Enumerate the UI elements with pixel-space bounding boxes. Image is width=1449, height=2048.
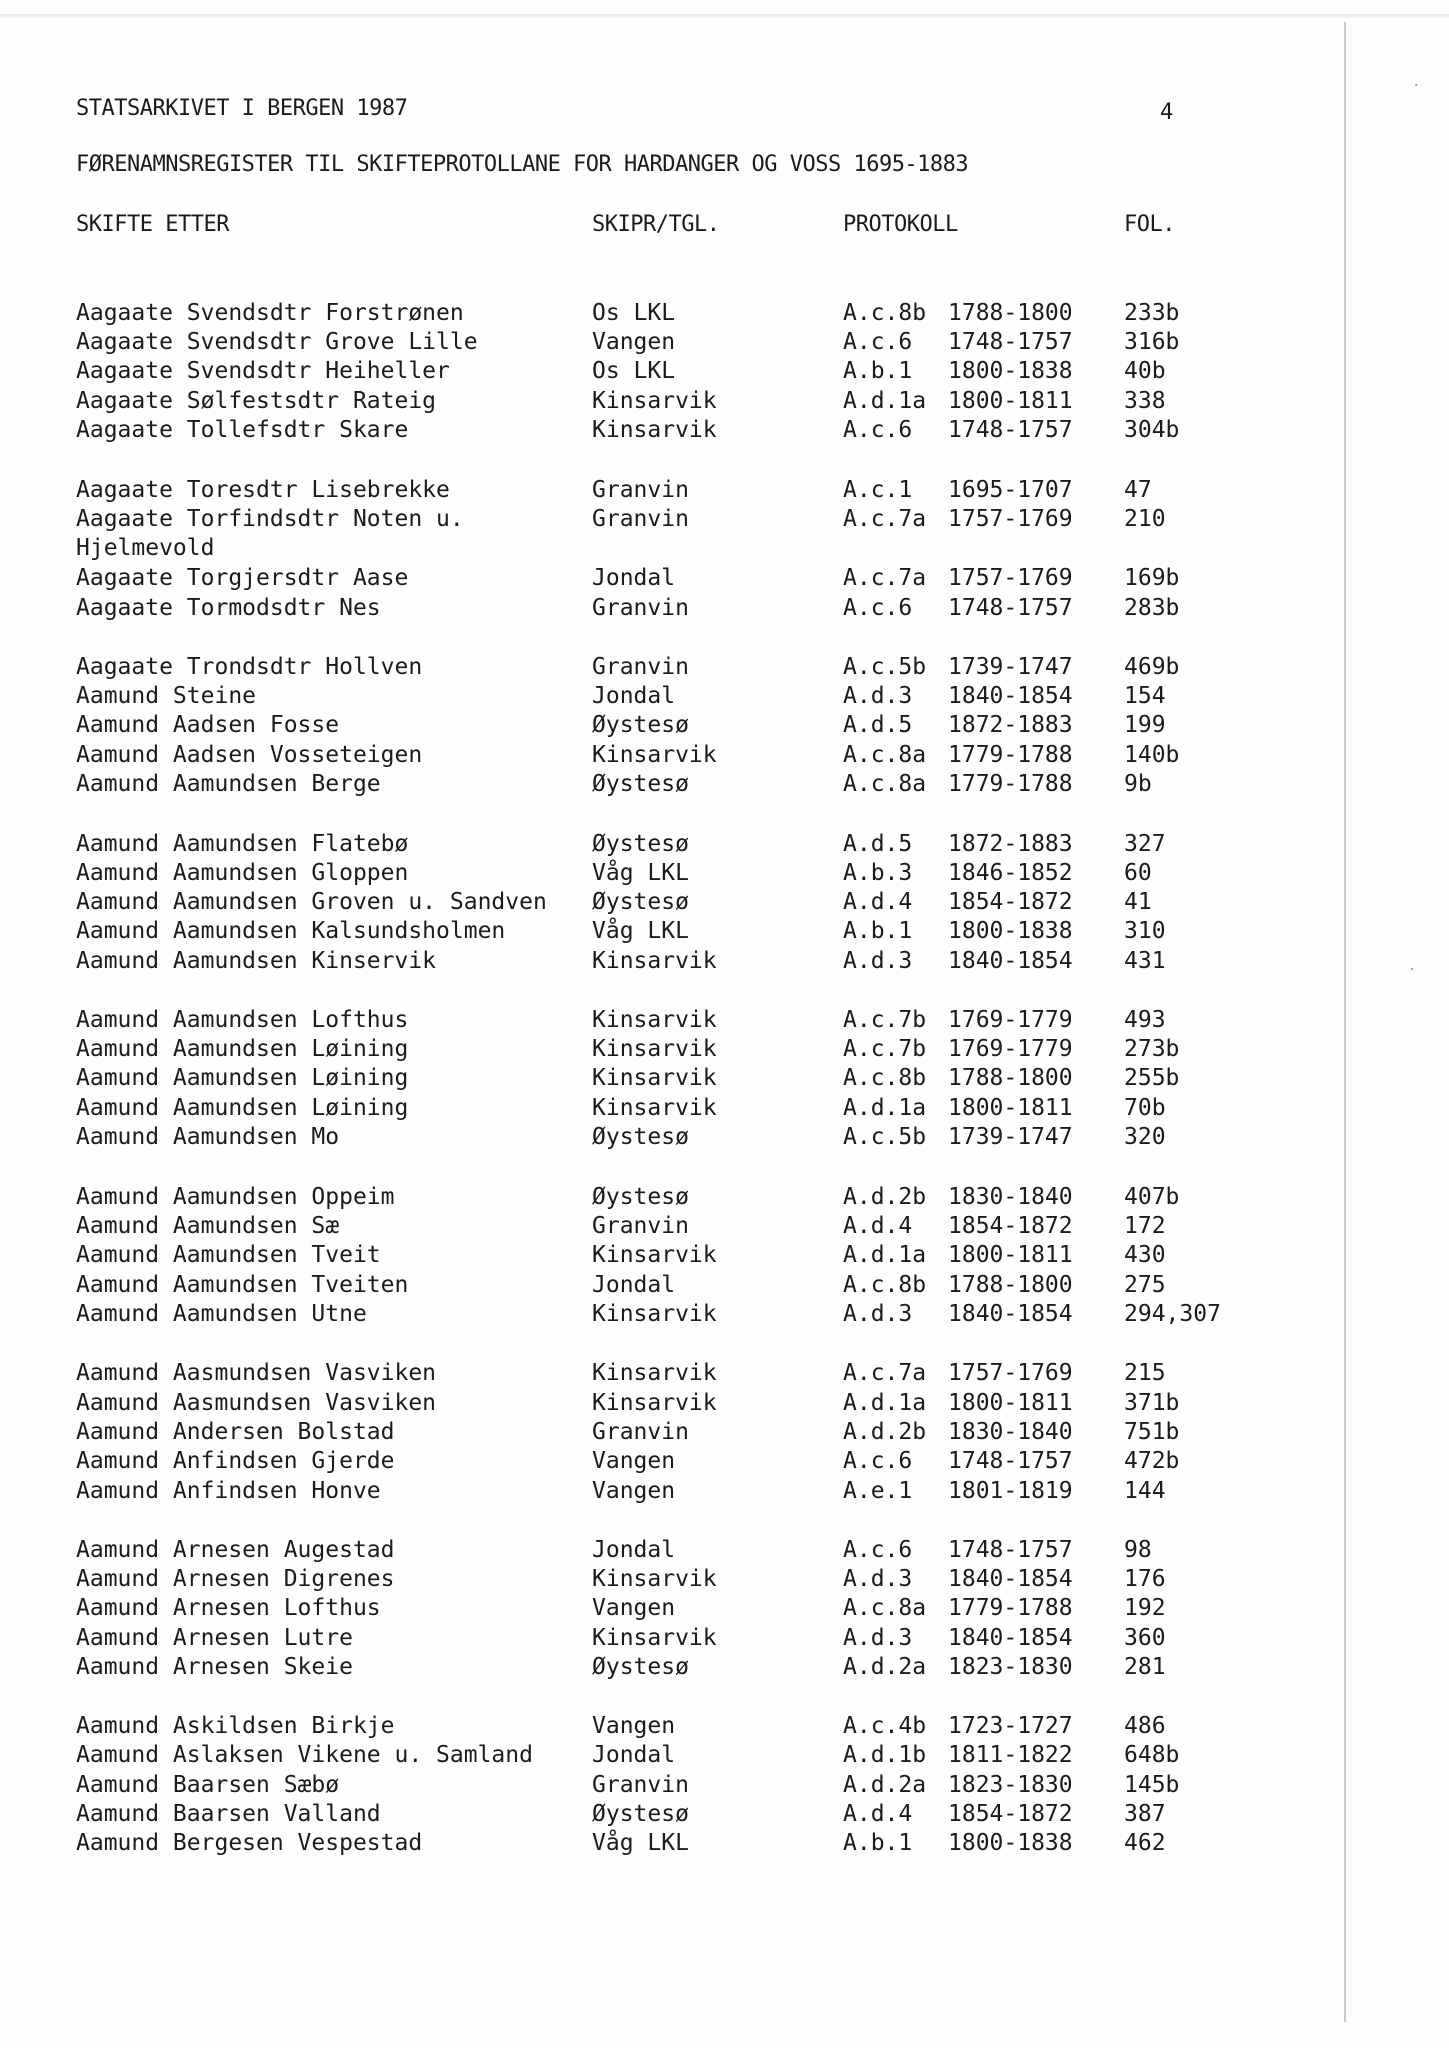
entry-years: 1779-1788 (948, 1595, 1073, 1621)
entry-name: Aamund Aasmundsen Vasviken (76, 1390, 437, 1416)
entry-protocol: A.c.7b (843, 1036, 927, 1062)
entry-name: Aamund Aadsen Vosseteigen (76, 742, 423, 768)
entry-years: 1769-1779 (948, 1007, 1073, 1033)
column-header-protocol: PROTOKOLL (843, 212, 958, 237)
register-row (0, 563, 1300, 593)
entry-name: Aamund Steine (76, 683, 257, 709)
entry-folio: 172 (1124, 1213, 1166, 1239)
entry-folio: 310 (1124, 918, 1166, 944)
column-header-deceased: SKIFTE ETTER (76, 212, 229, 237)
entry-years: 1846-1852 (948, 860, 1073, 886)
entry-protocol: A.d.3 (843, 948, 913, 974)
entry-name: Aamund Bergesen Vespestad (76, 1830, 423, 1856)
entry-court: Kinsarvik (592, 1360, 717, 1386)
entry-folio: 169b (1124, 565, 1180, 591)
entry-folio: 486 (1124, 1713, 1166, 1739)
entry-folio: 304b (1124, 417, 1180, 443)
entry-court: Øystesø (592, 1124, 689, 1150)
entry-years: 1840-1854 (948, 1625, 1073, 1651)
entry-court: Kinsarvik (592, 1095, 717, 1121)
register-row (0, 1182, 1300, 1212)
entry-protocol: A.b.3 (843, 860, 913, 886)
entry-name: Aamund Aamundsen Tveit (76, 1242, 381, 1268)
entry-court: Kinsarvik (592, 1625, 717, 1651)
entry-years: 1748-1757 (948, 595, 1073, 621)
register-row (0, 740, 1300, 770)
entry-protocol: A.d.5 (843, 712, 913, 738)
entry-years: 1800-1838 (948, 358, 1073, 384)
entry-court: Øystesø (592, 1801, 689, 1827)
entry-name: Aagaate Svendsdtr Forstrønen (76, 300, 464, 326)
entry-protocol: A.d.2a (843, 1654, 927, 1680)
register-row (0, 1388, 1300, 1418)
entry-name: Aagaate Toresdtr Lisebrekke (76, 477, 450, 503)
register-row (0, 710, 1300, 740)
entry-protocol: A.c.6 (843, 1537, 913, 1563)
entry-protocol: A.b.1 (843, 358, 913, 384)
entry-folio: 192 (1124, 1595, 1166, 1621)
entry-court: Vangen (592, 1448, 676, 1474)
register-row (0, 1093, 1300, 1123)
scan-speck: · (1408, 962, 1417, 978)
entry-protocol: A.c.6 (843, 417, 913, 443)
entry-years: 1788-1800 (948, 1272, 1073, 1298)
entry-name: Aagaate Torfindsdtr Noten u. (76, 506, 464, 532)
entry-court: Granvin (592, 595, 689, 621)
entry-court: Kinsarvik (592, 1036, 717, 1062)
register-row (0, 1770, 1300, 1800)
entry-years: 1757-1769 (948, 506, 1073, 532)
entry-years: 1830-1840 (948, 1419, 1073, 1445)
entry-name: Aagaate Svendsdtr Heiheller (76, 358, 450, 384)
entry-court: Øystesø (592, 1184, 689, 1210)
entry-name: Aamund Andersen Bolstad (76, 1419, 395, 1445)
register-row (0, 1711, 1300, 1741)
entry-court: Jondal (592, 1537, 676, 1563)
entry-folio: 154 (1124, 683, 1166, 709)
register-row (0, 858, 1300, 888)
register-row (0, 1476, 1300, 1506)
entry-years: 1800-1811 (948, 1095, 1073, 1121)
entry-name: Aamund Arnesen Digrenes (76, 1566, 395, 1592)
register-row (0, 1593, 1300, 1623)
archive-header: STATSARKIVET I BERGEN 1987 (76, 96, 408, 121)
entry-court: Øystesø (592, 889, 689, 915)
register-row (0, 504, 1300, 534)
entry-folio: 320 (1124, 1124, 1166, 1150)
register-row (0, 1417, 1300, 1447)
register-row (0, 356, 1300, 386)
entry-name: Aamund Aamundsen Mo (76, 1124, 340, 1150)
entry-name: Aamund Aamundsen Lofthus (76, 1007, 409, 1033)
entry-years: 1830-1840 (948, 1184, 1073, 1210)
register-row (0, 1564, 1300, 1594)
page-title: FØRENAMNSREGISTER TIL SKIFTEPROTOLLANE FOR HARDANGER OG VOSS 1695-1883 (76, 152, 969, 177)
entry-court: Granvin (592, 1419, 689, 1445)
entry-folio: 41 (1124, 889, 1152, 915)
entry-folio: 176 (1124, 1566, 1166, 1592)
entry-years: 1840-1854 (948, 1301, 1073, 1327)
entry-name: Aamund Aamundsen Løining (76, 1036, 409, 1062)
entry-court: Granvin (592, 1213, 689, 1239)
entry-folio: 9b (1124, 771, 1152, 797)
entry-court: Våg LKL (592, 860, 689, 886)
entry-name: Aamund Aamundsen Utne (76, 1301, 367, 1327)
entry-protocol: A.c.8b (843, 300, 927, 326)
entry-years: 1840-1854 (948, 683, 1073, 709)
entry-folio: 430 (1124, 1242, 1166, 1268)
entry-years: 1854-1872 (948, 1801, 1073, 1827)
entry-protocol: A.c.6 (843, 329, 913, 355)
entry-years: 1872-1883 (948, 831, 1073, 857)
register-row (0, 386, 1300, 416)
entry-years: 1800-1811 (948, 1390, 1073, 1416)
entry-years: 1779-1788 (948, 771, 1073, 797)
entry-years: 1769-1779 (948, 1036, 1073, 1062)
entry-name: Aamund Aamundsen Berge (76, 771, 381, 797)
entry-court: Jondal (592, 683, 676, 709)
entry-name: Aagaate Trondsdtr Hollven (76, 654, 423, 680)
entry-protocol: A.c.5b (843, 1124, 927, 1150)
entry-folio: 98 (1124, 1537, 1152, 1563)
entry-name: Aamund Aamundsen Gloppen (76, 860, 409, 886)
register-row (0, 946, 1300, 976)
entry-years: 1823-1830 (948, 1772, 1073, 1798)
register-row (0, 1005, 1300, 1035)
entry-folio: 751b (1124, 1419, 1180, 1445)
entry-court: Øystesø (592, 712, 689, 738)
entry-protocol: A.b.1 (843, 918, 913, 944)
entry-protocol: A.d.3 (843, 1625, 913, 1651)
entry-name: Aamund Aamundsen Oppeim (76, 1184, 395, 1210)
register-row (0, 1535, 1300, 1565)
entry-name: Aamund Aamundsen Løining (76, 1065, 409, 1091)
register-row (0, 769, 1300, 799)
entry-protocol: A.c.1 (843, 477, 913, 503)
entry-years: 1788-1800 (948, 300, 1073, 326)
entry-name: Aamund Aadsen Fosse (76, 712, 340, 738)
scan-speck: · (1412, 78, 1421, 94)
entry-folio: 255b (1124, 1065, 1180, 1091)
entry-protocol: A.d.5 (843, 831, 913, 857)
entry-folio: 145b (1124, 1772, 1180, 1798)
register-row (0, 1799, 1300, 1829)
entry-protocol: A.d.3 (843, 1566, 913, 1592)
entry-folio: 47 (1124, 477, 1152, 503)
page-number: 4 (1160, 100, 1173, 125)
entry-name: Aamund Aamundsen Sæ (76, 1213, 340, 1239)
entry-court: Jondal (592, 565, 676, 591)
entry-protocol: A.c.7a (843, 506, 927, 532)
entry-protocol: A.c.6 (843, 1448, 913, 1474)
entry-name: Aagaate Tollefsdtr Skare (76, 417, 409, 443)
entry-court: Våg LKL (592, 1830, 689, 1856)
entry-court: Vangen (592, 1595, 676, 1621)
entry-folio: 140b (1124, 742, 1180, 768)
entry-name-continuation: Hjelmevold (76, 535, 215, 561)
entry-folio: 316b (1124, 329, 1180, 355)
entry-name: Aamund Arnesen Skeie (76, 1654, 353, 1680)
entry-folio: 407b (1124, 1184, 1180, 1210)
entry-protocol: A.d.1a (843, 1095, 927, 1121)
entry-years: 1788-1800 (948, 1065, 1073, 1091)
entry-years: 1800-1838 (948, 918, 1073, 944)
register-row (0, 475, 1300, 505)
entry-folio: 233b (1124, 300, 1180, 326)
entry-court: Vangen (592, 1713, 676, 1739)
entry-court: Granvin (592, 1772, 689, 1798)
register-row (0, 652, 1300, 682)
entry-protocol: A.c.8a (843, 771, 927, 797)
entry-folio: 144 (1124, 1478, 1166, 1504)
entry-name: Aamund Aamundsen Løining (76, 1095, 409, 1121)
register-row (0, 1122, 1300, 1152)
register-row (0, 1034, 1300, 1064)
entry-court: Kinsarvik (592, 742, 717, 768)
register-row (0, 829, 1300, 859)
entry-name: Aamund Aamundsen Tveiten (76, 1272, 409, 1298)
entry-years: 1854-1872 (948, 889, 1073, 915)
entry-protocol: A.d.4 (843, 889, 913, 915)
entry-years: 1748-1757 (948, 1448, 1073, 1474)
register-row (0, 1652, 1300, 1682)
entry-protocol: A.d.3 (843, 683, 913, 709)
entry-name: Aamund Baarsen Valland (76, 1801, 381, 1827)
entry-name: Aamund Baarsen Sæbø (76, 1772, 340, 1798)
entry-court: Jondal (592, 1742, 676, 1768)
entry-court: Øystesø (592, 771, 689, 797)
entry-court: Granvin (592, 477, 689, 503)
entry-protocol: A.c.7b (843, 1007, 927, 1033)
entry-name: Aamund Aamundsen Kalsundsholmen (76, 918, 506, 944)
entry-protocol: A.d.1a (843, 1390, 927, 1416)
register-row (0, 916, 1300, 946)
entry-folio: 648b (1124, 1742, 1180, 1768)
register-row (0, 1063, 1300, 1093)
entry-court: Jondal (592, 1272, 676, 1298)
entry-folio: 273b (1124, 1036, 1180, 1062)
entry-court: Øystesø (592, 1654, 689, 1680)
entry-court: Kinsarvik (592, 388, 717, 414)
register-row (0, 1828, 1300, 1858)
entry-protocol: A.d.2b (843, 1419, 927, 1445)
entry-folio: 40b (1124, 358, 1166, 384)
entry-court: Kinsarvik (592, 1390, 717, 1416)
entry-name: Aamund Arnesen Lutre (76, 1625, 353, 1651)
entry-name: Aamund Askildsen Birkje (76, 1713, 395, 1739)
entry-protocol: A.c.4b (843, 1713, 927, 1739)
entry-name: Aamund Arnesen Augestad (76, 1537, 395, 1563)
entry-years: 1872-1883 (948, 712, 1073, 738)
register-row (0, 1240, 1300, 1270)
entry-name: Aamund Arnesen Lofthus (76, 1595, 381, 1621)
entry-court: Kinsarvik (592, 948, 717, 974)
register-row (0, 1299, 1300, 1329)
entry-years: 1800-1811 (948, 388, 1073, 414)
register-row (0, 887, 1300, 917)
entry-protocol: A.d.1a (843, 1242, 927, 1268)
entry-court: Granvin (592, 506, 689, 532)
register-row (0, 298, 1300, 328)
entry-court: Os LKL (592, 358, 676, 384)
entry-years: 1854-1872 (948, 1213, 1073, 1239)
register-row (0, 681, 1300, 711)
entry-court: Granvin (592, 654, 689, 680)
entry-court: Kinsarvik (592, 1007, 717, 1033)
entry-name: Aamund Aamundsen Flatebø (76, 831, 409, 857)
entry-folio: 493 (1124, 1007, 1166, 1033)
entry-court: Vangen (592, 1478, 676, 1504)
entry-years: 1800-1811 (948, 1242, 1073, 1268)
register-row (0, 1358, 1300, 1388)
entry-name: Aagaate Sølfestsdtr Rateig (76, 388, 437, 414)
entry-protocol: A.d.2a (843, 1772, 927, 1798)
entry-name: Aagaate Svendsdtr Grove Lille (76, 329, 478, 355)
entry-folio: 371b (1124, 1390, 1180, 1416)
entry-folio: 210 (1124, 506, 1166, 532)
entry-years: 1823-1830 (948, 1654, 1073, 1680)
entry-folio: 387 (1124, 1801, 1166, 1827)
entry-protocol: A.d.3 (843, 1301, 913, 1327)
entry-court: Kinsarvik (592, 1566, 717, 1592)
column-header-folio: FOL. (1124, 212, 1175, 237)
register-row (0, 1740, 1300, 1770)
entry-court: Kinsarvik (592, 1065, 717, 1091)
entry-folio: 469b (1124, 654, 1180, 680)
entry-name: Aamund Anfindsen Gjerde (76, 1448, 395, 1474)
entry-protocol: A.c.8b (843, 1272, 927, 1298)
entry-years: 1748-1757 (948, 417, 1073, 443)
entry-folio: 327 (1124, 831, 1166, 857)
entry-folio: 360 (1124, 1625, 1166, 1651)
entry-name: Aagaate Tormodsdtr Nes (76, 595, 381, 621)
register-row (0, 1446, 1300, 1476)
register-row (0, 593, 1300, 623)
entry-court: Vangen (592, 329, 676, 355)
entry-protocol: A.c.8a (843, 742, 927, 768)
entry-folio: 70b (1124, 1095, 1166, 1121)
entry-folio: 283b (1124, 595, 1180, 621)
entry-protocol: A.d.1b (843, 1742, 927, 1768)
entry-years: 1757-1769 (948, 1360, 1073, 1386)
entry-years: 1748-1757 (948, 1537, 1073, 1563)
entry-court: Øystesø (592, 831, 689, 857)
entry-protocol: A.c.8b (843, 1065, 927, 1091)
entry-protocol: A.d.4 (843, 1213, 913, 1239)
entry-folio: 462 (1124, 1830, 1166, 1856)
entry-protocol: A.b.1 (843, 1830, 913, 1856)
register-row (0, 1270, 1300, 1300)
entry-protocol: A.c.8a (843, 1595, 927, 1621)
entry-folio: 199 (1124, 712, 1166, 738)
entry-court: Os LKL (592, 300, 676, 326)
entry-years: 1811-1822 (948, 1742, 1073, 1768)
entry-folio: 275 (1124, 1272, 1166, 1298)
entry-protocol: A.e.1 (843, 1478, 913, 1504)
entry-years: 1801-1819 (948, 1478, 1073, 1504)
entry-years: 1739-1747 (948, 654, 1073, 680)
entry-years: 1840-1854 (948, 1566, 1073, 1592)
entry-name: Aamund Aamundsen Groven u. Sandven (76, 889, 547, 915)
entry-protocol: A.c.7a (843, 1360, 927, 1386)
entry-name: Aagaate Torgjersdtr Aase (76, 565, 409, 591)
entry-folio: 472b (1124, 1448, 1180, 1474)
entry-years: 1779-1788 (948, 742, 1073, 768)
entry-folio: 60 (1124, 860, 1152, 886)
entry-protocol: A.d.2b (843, 1184, 927, 1210)
entry-years: 1800-1838 (948, 1830, 1073, 1856)
entry-protocol: A.d.4 (843, 1801, 913, 1827)
entry-name: Aamund Aamundsen Kinservik (76, 948, 437, 974)
register-row (0, 327, 1300, 357)
entry-folio: 294,307 (1124, 1301, 1221, 1327)
entry-court: Kinsarvik (592, 1301, 717, 1327)
entry-folio: 215 (1124, 1360, 1166, 1386)
column-header-court: SKIPR/TGL. (592, 212, 720, 237)
register-row (0, 1211, 1300, 1241)
register-row (0, 415, 1300, 445)
entry-years: 1739-1747 (948, 1124, 1073, 1150)
entry-years: 1840-1854 (948, 948, 1073, 974)
entry-years: 1757-1769 (948, 565, 1073, 591)
entry-years: 1695-1707 (948, 477, 1073, 503)
entry-court: Våg LKL (592, 918, 689, 944)
entry-folio: 281 (1124, 1654, 1166, 1680)
entry-years: 1723-1727 (948, 1713, 1073, 1739)
entry-name: Aamund Anfindsen Honve (76, 1478, 381, 1504)
entry-years: 1748-1757 (948, 329, 1073, 355)
entry-name: Aamund Aslaksen Vikene u. Samland (76, 1742, 533, 1768)
entry-name: Aamund Aasmundsen Vasviken (76, 1360, 437, 1386)
entry-protocol: A.c.5b (843, 654, 927, 680)
entry-folio: 431 (1124, 948, 1166, 974)
entry-court: Kinsarvik (592, 1242, 717, 1268)
register-row (0, 1623, 1300, 1653)
entry-court: Kinsarvik (592, 417, 717, 443)
entry-protocol: A.c.6 (843, 595, 913, 621)
entry-protocol: A.c.7a (843, 565, 927, 591)
entry-protocol: A.d.1a (843, 388, 927, 414)
entry-folio: 338 (1124, 388, 1166, 414)
